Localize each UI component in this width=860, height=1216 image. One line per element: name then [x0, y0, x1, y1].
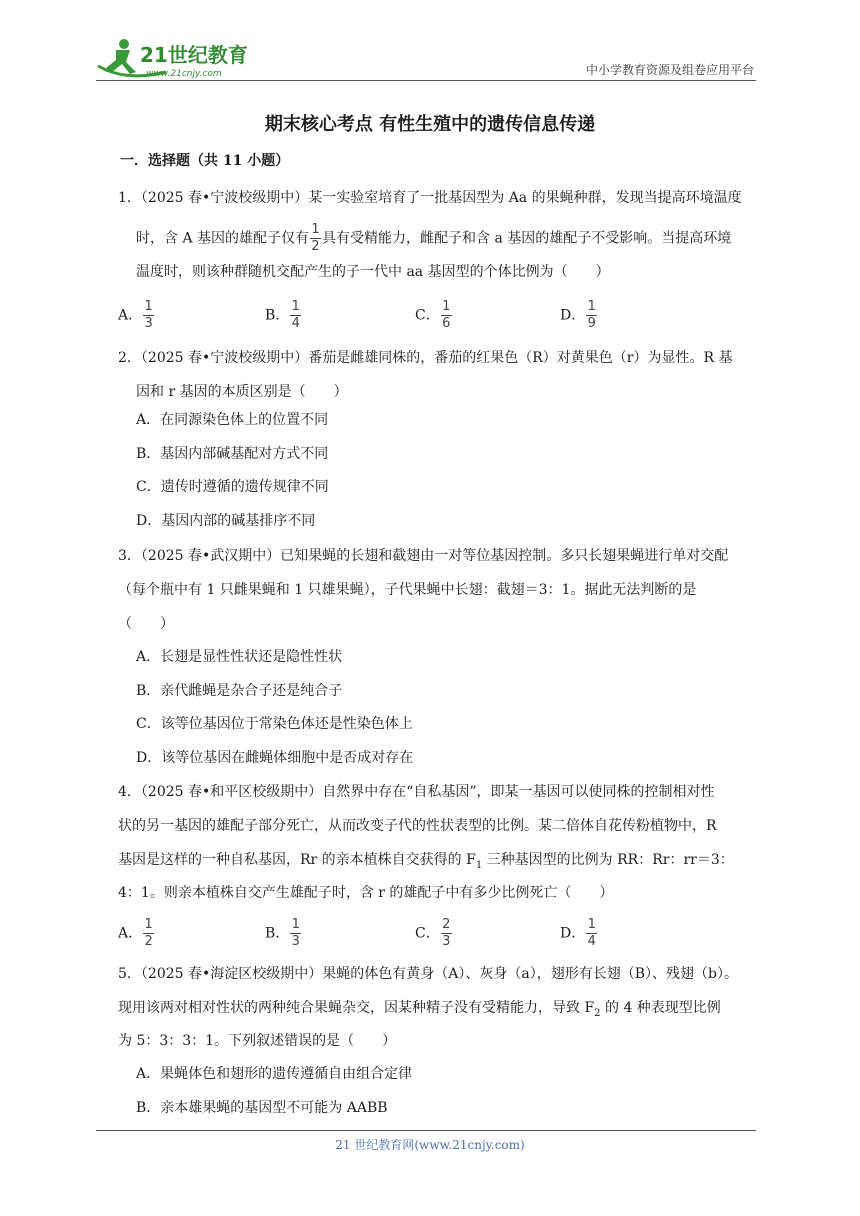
- header-platform-text: 中小学教育资源及组卷应用平台: [585, 63, 754, 77]
- q4-option-a: A． $\frac{1}{2}$: [118, 917, 153, 949]
- q4-option-d: D． $\frac{1}{4}$: [560, 917, 596, 949]
- logo-text: 21世纪教育: [140, 43, 248, 67]
- header-divider: [96, 80, 756, 81]
- q1-line-1: 1．（2025 春•宁波校级期中）某一实验室培育了一批基因型为 Aa 的果蝇种群，发现当提高环境温度: [118, 190, 742, 206]
- logo-url: www.21cnjy.com: [146, 69, 222, 79]
- q3-option-c: C．该等位基因位于常染色体还是性染色体上: [136, 716, 413, 732]
- q2-option-a: A．在同源染色体上的位置不同: [136, 412, 329, 428]
- q4-line-3: 基因是这样的一种自私基因，Rr 的亲本植株自交获得的 $F_1$ 三种基因型的比例为 RR：Rr：rr＝3：: [118, 852, 734, 871]
- q5-line-2: 现用该两对相对性状的两种纯合果蝇杂交，因某种精子没有受精能力，导致 $F_2$ 的 4 种表现型比例: [118, 1000, 721, 1019]
- q4-line-2: 状的另一基因的雄配子部分死亡，从而改变子代的性状表型的比例。某二倍体自花传粉植物中，R: [118, 818, 717, 834]
- section-heading: 一．选择题（共 11 小题）: [120, 153, 290, 169]
- q3-line-1: 3．（2025 春•武汉期中）已知果蝇的长翅和截翅由一对等位基因控制。多只长翅果蝇进行单对交配: [118, 548, 729, 564]
- footer-divider: [96, 1130, 756, 1131]
- q2-option-c: C．遗传时遵循的遗传规律不同: [136, 479, 329, 495]
- q5-line-3: 为 5：3：3：1。下列叙述错误的是（ ）: [118, 1033, 397, 1049]
- q1-line-2a: 时，含 A 基因的雄配子仅有: [136, 230, 310, 247]
- q4-line-1: 4．（2025 春•和平区校级期中）自然界中存在“自私基因”，即某一基因可以使同株的控制相对性: [118, 784, 715, 800]
- q2-line-1: 2．（2025 春•宁波校级期中）番茄是雌雄同株的，番茄的红果色（R）对黄果色（r）为显性。R 基: [118, 350, 733, 366]
- q2-option-d: D．基因内部的碱基排序不同: [136, 513, 316, 529]
- site-logo: [96, 36, 266, 80]
- q1-fraction: $\frac{1}{2}$: [311, 222, 320, 254]
- q4-option-c: C． $\frac{2}{3}$: [415, 917, 451, 949]
- q1-option-c: C． $\frac{1}{6}$: [415, 299, 451, 331]
- q3-option-a: A．长翅是显性性状还是隐性性状: [136, 649, 343, 665]
- q1-line-2b: 具有受精能力，雌配子和含 a 基因的雄配子不受影响。当提高环境: [322, 230, 732, 247]
- q4-option-b: B． $\frac{1}{3}$: [265, 917, 300, 949]
- q5-line-1: 5．（2025 春•海淀区校级期中）果蝇的体色有黄身（A）、灰身（a），翅形有长翅（B）、残翅（b）。: [118, 966, 738, 982]
- q1-line-3: 温度时，则该种群随机交配产生的子一代中 aa 基因型的个体比例为（ ）: [136, 264, 610, 280]
- page-title: 期末核心考点 有性生殖中的遗传信息传递: [264, 114, 596, 135]
- q5-option-b: B．亲本雄果蝇的基因型不可能为 AABB: [136, 1100, 388, 1116]
- q4-line-4: 4：1。则亲本植株自交产生雄配子时，含 r 的雄配子中有多少比例死亡（ ）: [118, 885, 614, 901]
- q2-line-2: 因和 r 基因的本质区别是（ ）: [136, 384, 348, 400]
- q3-line-2: （每个瓶中有 1 只雌果蝇和 1 只雄果蝇），子代果蝇中长翅：截翅＝3：1。据此无法判断的是: [118, 582, 697, 598]
- q3-option-b: B．亲代雌蝇是杂合子还是纯合子: [136, 683, 343, 699]
- q5-option-a: A．果蝇体色和翅形的遗传遵循自由组合定律: [136, 1066, 413, 1082]
- footer-text: 21 世纪教育网(www.21cnjy.com): [335, 1138, 525, 1152]
- q3-option-d: D．该等位基因在雌蝇体细胞中是否成对存在: [136, 750, 414, 766]
- q1-line-2: [136, 223, 731, 254]
- q2-option-b: B．基因内部碱基配对方式不同: [136, 446, 329, 462]
- q1-option-d: D． $\frac{1}{9}$: [560, 299, 596, 331]
- q1-option-b: B． $\frac{1}{4}$: [265, 299, 300, 331]
- q3-line-3: （ ）: [118, 616, 174, 632]
- q1-option-a: A． $\frac{1}{3}$: [118, 299, 153, 331]
